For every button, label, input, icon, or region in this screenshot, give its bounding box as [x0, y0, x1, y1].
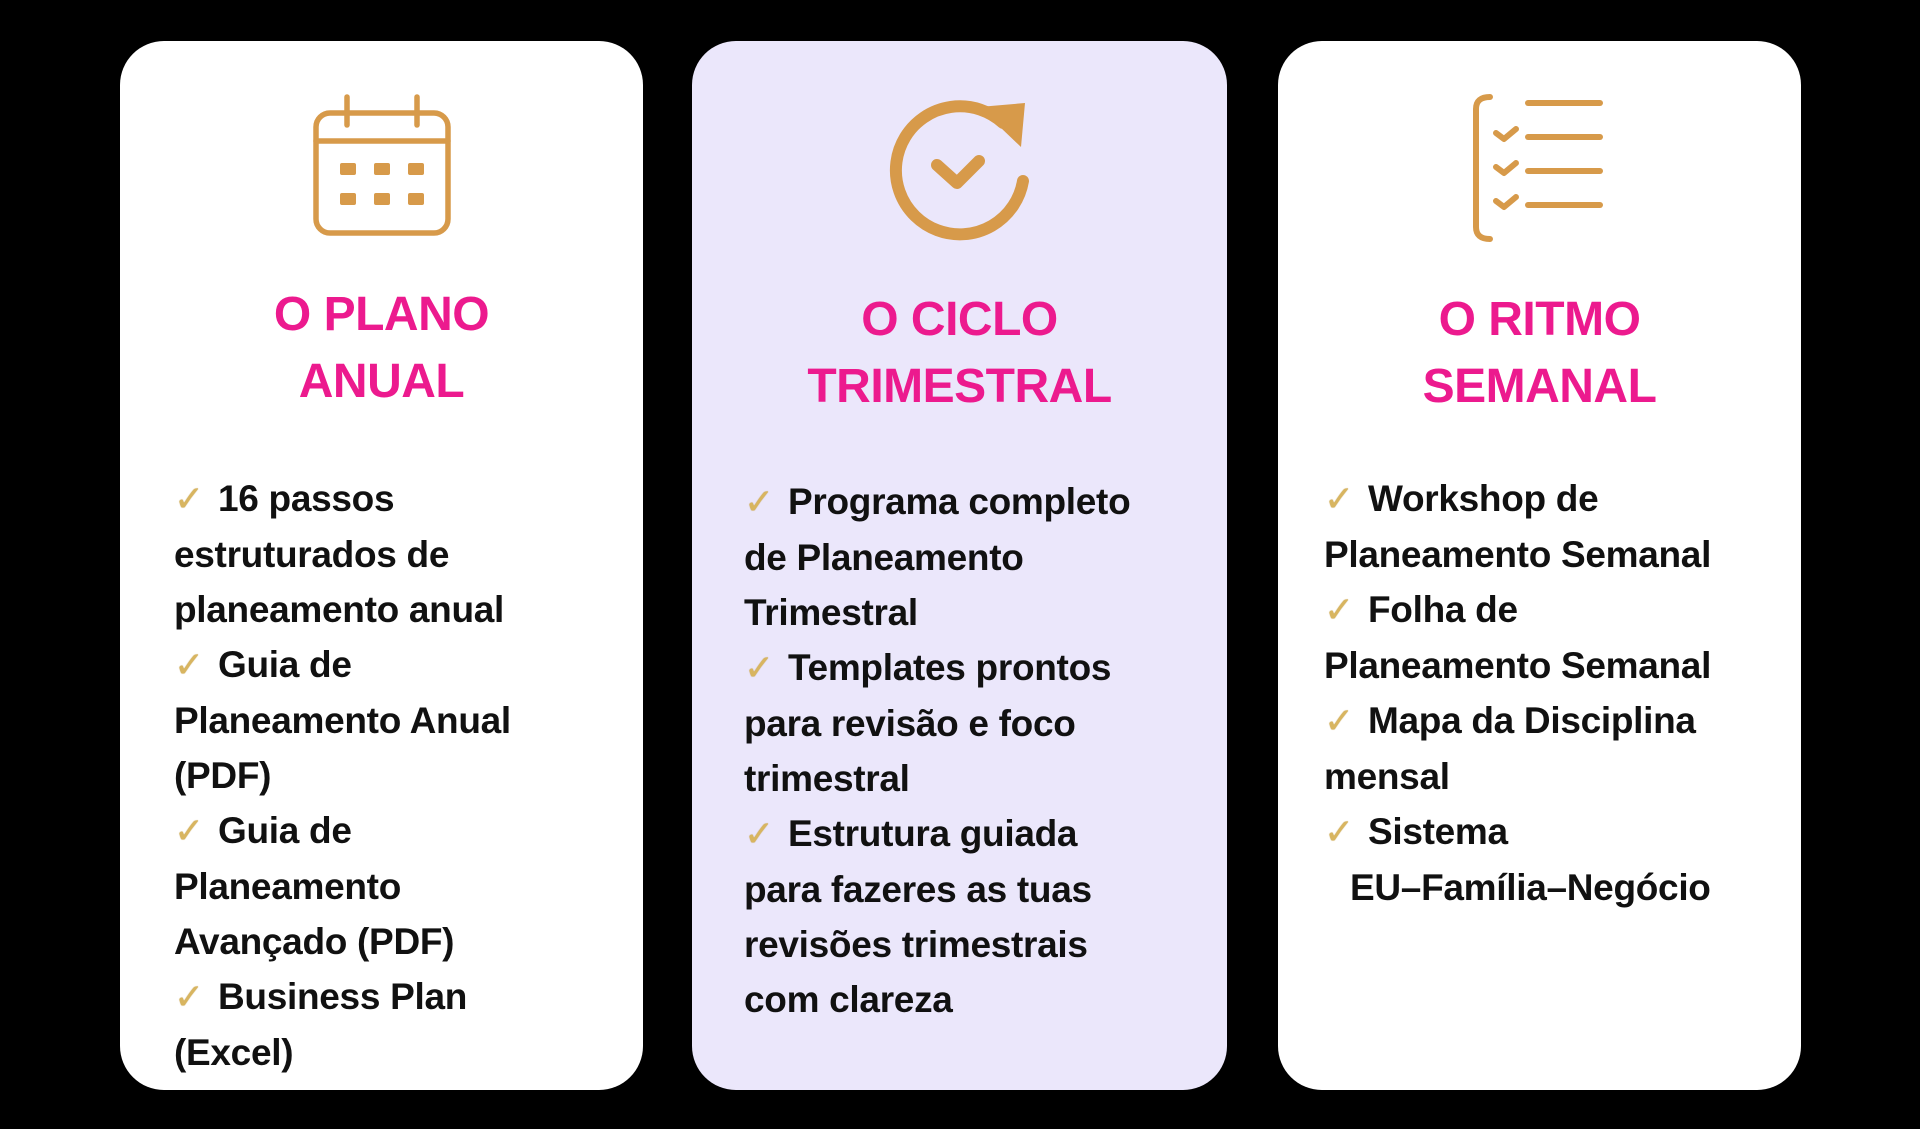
list-item-text: (Excel) [174, 1032, 294, 1073]
list-item [174, 471, 623, 637]
checkmark-icon: ✓ [174, 645, 204, 686]
list-item-text: Guia de [218, 810, 352, 851]
checkmark-icon: ✓ [174, 479, 204, 520]
card-title-line: O CICLO [861, 293, 1058, 346]
list-item-text: Planeamento [174, 866, 401, 907]
list-item [174, 803, 623, 969]
list-item-text: Templates prontos [788, 647, 1112, 688]
card-title-line: TRIMESTRAL [807, 360, 1112, 413]
card-plano-anual [120, 41, 643, 1090]
list-item-text: 16 passos [218, 478, 395, 519]
list-item-text: de Planeamento [744, 537, 1024, 578]
list-item-text: estruturados de [174, 534, 450, 575]
list-item-text: Avançado (PDF) [174, 921, 455, 962]
list-item-text: com clareza [744, 979, 953, 1020]
checkmark-icon: ✓ [1324, 590, 1354, 631]
card-title-line: ANUAL [298, 355, 465, 408]
checkmark-icon: ✓ [744, 814, 774, 855]
checkmark-icon: ✓ [744, 482, 774, 523]
checkmark-icon: ✓ [1324, 479, 1354, 520]
checkmark-icon: ✓ [174, 811, 204, 852]
list-item-text: revisões trimestrais [744, 924, 1088, 965]
list-item-text: EU–Família–Negócio [1350, 867, 1711, 908]
list-item [744, 806, 1209, 1027]
feature-list [174, 471, 623, 1080]
list-item-text: Workshop de [1368, 478, 1599, 519]
feature-list [744, 474, 1209, 1027]
checklist-icon [1460, 87, 1620, 247]
list-item-text: Planeamento Semanal [1324, 645, 1712, 686]
list-item [1324, 471, 1787, 582]
cycle-check-icon [875, 85, 1045, 255]
checkmark-icon: ✓ [744, 648, 774, 689]
list-item [1324, 582, 1787, 693]
checkmark-icon: ✓ [174, 977, 204, 1018]
list-item-text: para fazeres as tuas [744, 869, 1092, 910]
card-title [1278, 286, 1801, 420]
list-item-text: Sistema [1368, 811, 1508, 852]
list-item [1324, 693, 1787, 804]
card-title [120, 281, 643, 415]
list-item-text: Programa completo [788, 481, 1131, 522]
list-item-text: para revisão e foco [744, 703, 1076, 744]
list-item-text: planeamento anual [174, 589, 505, 630]
card-title-line: SEMANAL [1422, 360, 1657, 413]
list-item-text: Planeamento Semanal [1324, 534, 1712, 575]
checkmark-icon: ✓ [1324, 701, 1354, 742]
feature-list [1324, 471, 1787, 915]
list-item-text: Mapa da Disciplina [1368, 700, 1696, 741]
list-item-text: (PDF) [174, 755, 272, 796]
list-item-text: Trimestral [744, 592, 918, 633]
list-item [744, 474, 1209, 640]
list-item [1324, 804, 1787, 915]
list-item [744, 640, 1209, 806]
list-item-text: Business Plan [218, 976, 468, 1017]
list-item-text: Guia de [218, 644, 352, 685]
list-item-text: Folha de [1368, 589, 1518, 630]
checkmark-icon: ✓ [1324, 812, 1354, 853]
calendar-icon [302, 89, 462, 249]
list-item [174, 969, 623, 1080]
card-title-line: O PLANO [273, 288, 490, 341]
list-item-text: Planeamento Anual [174, 700, 511, 741]
list-item [174, 637, 623, 803]
list-item-text: trimestral [744, 758, 910, 799]
card-title [692, 286, 1227, 420]
card-ritmo-semanal [1278, 41, 1801, 1090]
list-item-text: mensal [1324, 756, 1450, 797]
list-item-text: Estrutura guiada [788, 813, 1078, 854]
card-ciclo-trimestral [692, 41, 1227, 1090]
card-title-line: O RITMO [1438, 293, 1641, 346]
